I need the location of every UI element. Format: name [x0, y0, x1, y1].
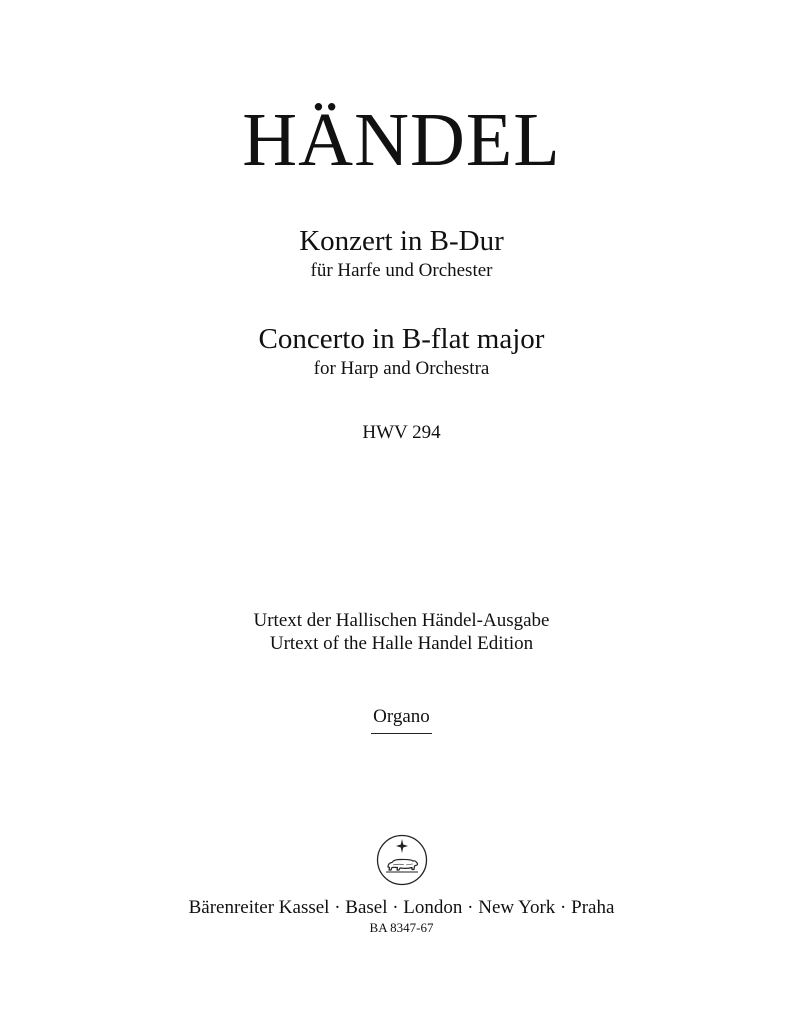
part-label: Organo: [371, 706, 432, 734]
work-subtitle-english: for Harp and Orchestra: [313, 358, 490, 379]
work-title-english: Concerto in B-flat major: [258, 323, 545, 355]
edition-number: BA 8347-67: [369, 920, 434, 935]
urtext-note-english: Urtext of the Halle Handel Edition: [269, 633, 534, 654]
part-label-container: [0, 706, 803, 734]
publisher-line: Bärenreiter Kassel · Basel · London · New York · Praha: [188, 897, 615, 918]
composer-name: HÄNDEL: [242, 98, 561, 182]
work-title-german: Konzert in B-Dur: [299, 225, 504, 257]
baerenreiter-bear-logo-icon: [376, 834, 428, 886]
urtext-note-german: Urtext der Hallischen Händel-Ausgabe: [253, 610, 550, 631]
work-subtitle-german: für Harfe und Orchester: [310, 260, 493, 281]
catalogue-number: HWV 294: [362, 422, 441, 443]
